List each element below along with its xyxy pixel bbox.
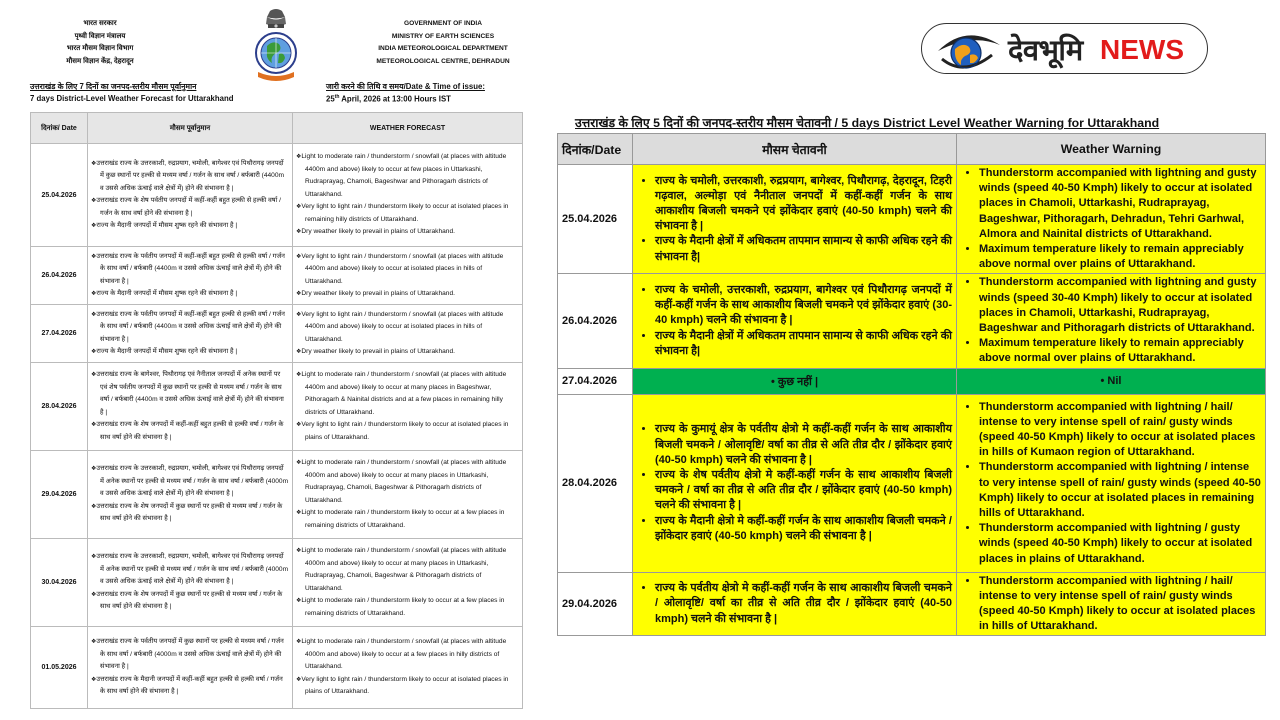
forecast-item: ❖ उत्तराखंड राज्य के उत्तरकाशी, रुद्रप्रयाग, चमोली, बागेश्वर एवं पिथौरागढ़ जनपदों में अनेक स्थानों पर हल्की से मध्यम वर्षा / गर्जन के साथ वर्षा / बर्फबारी (4000m व उससे अधिक ऊंचाई वाले क्षेत्रों में) होने की संभावना है | (91, 551, 289, 589)
warning-row (558, 274, 1266, 368)
logo-news-text: NEWS (1100, 34, 1184, 65)
warning-date: 27.04.2026 (558, 368, 633, 394)
forecast-row (31, 451, 523, 539)
warning-english-header: Weather Warning (957, 134, 1266, 165)
warning-english-cell (957, 394, 1266, 572)
forecast-date: 01.05.2026 (31, 627, 88, 709)
forecast-english-list (296, 636, 519, 699)
warning-hindi-list (633, 422, 952, 544)
forecast-item: ❖ उत्तराखंड राज्य के उत्तरकाशी, रुद्रप्रयाग, चमोली, बागेश्वर एवं पिथौरागढ़ जनपदों में अनेक स्थानों पर हल्की से मध्यम वर्षा / गर्जन के साथ वर्षा / बर्फबारी (4000m व उससे अधिक ऊंचाई वाले क्षेत्रों में) होने की संभावना है | (91, 463, 289, 501)
warning-english-cell: • Nil (957, 368, 1266, 394)
forecast-english-list (296, 545, 519, 620)
forecast-item: ❖ उत्तराखंड राज्य के पर्वतीय जनपदों में कहीं-कहीं बहुत हल्की से हल्की वर्षा / गर्जन के साथ वर्षा / बर्फबारी (4400m व उससे अधिक ऊंचाई वाले क्षेत्रों में) होने की संभावना है | (91, 251, 289, 289)
warning-hindi-header: मौसम चेतावनी (633, 134, 957, 165)
forecast-hindi-list (91, 636, 289, 699)
warning-date-header: दिनांक/Date (558, 134, 633, 165)
forecast-hindi-list (91, 158, 289, 233)
nil-text: Nil (1107, 375, 1122, 388)
forecast-item: ❖ राज्य के मैदानी जनपदों में मौसम शुष्क रहने की संभावना है | (91, 346, 289, 359)
warning-item: • राज्य के मैदानी क्षेत्रों में अधिकतम तापमान सामान्य से काफी अधिक रहने की संभावना है| (655, 234, 952, 264)
warning-hindi-list (633, 174, 952, 265)
forecast-item: ❖ Dry weather likely to prevail in plains of Uttarakhand. (296, 346, 519, 359)
forecast-document (30, 8, 522, 713)
warning-row (558, 394, 1266, 572)
issue-date (326, 94, 451, 104)
forecast-hindi-list (91, 309, 289, 359)
forecast-date: 25.04.2026 (31, 144, 88, 247)
warning-table (557, 133, 1266, 636)
forecast-hindi-cell (88, 451, 293, 539)
warning-table-header (558, 134, 1266, 165)
forecast-english-list (296, 309, 519, 359)
logo-hindi-text: देवभूमि (1008, 33, 1083, 67)
warning-hindi-cell (633, 394, 957, 572)
warning-item: • राज्य के कुमायूं क्षेत्र के पर्वतीय क्षेत्रो मे कहीं-कहीं गर्जन के साथ आकाशीय बिजली चमकने / ओलावृष्टि/ वर्षा का तीव्र से अति तीव्र दौर / झोंकेदार हवाएं (40-50 kmph) चलने की संभावना है | (655, 422, 952, 468)
forecast-row (31, 144, 523, 247)
warning-item: • राज्य के मैदानी क्षेत्रों में अधिकतम तापमान सामान्य से काफी अधिक रहने की संभावना है| (655, 329, 952, 359)
warning-item: • राज्य के मैदानी क्षेत्रो मे कहीं-कहीं गर्जन के साथ आकाशीय बिजली चमकने / झोंकेदार हवाएं (40-50 kmph) चलने की संभावना है | (655, 514, 952, 544)
forecast-item: ❖ उत्तराखंड राज्य के पर्वतीय जनपदों में कहीं-कहीं बहुत हल्की से हल्की वर्षा / गर्जन के साथ वर्षा / बर्फबारी (4400m व उससे अधिक ऊंचाई वाले क्षेत्रों में) होने की संभावना है | (91, 309, 289, 347)
warning-english-cell (957, 572, 1266, 636)
header-hindi-line: भारत सरकार (83, 20, 117, 27)
forecast-english-list (296, 369, 519, 444)
header-hindi-line: भारत मौसम विज्ञान विभाग (66, 45, 134, 52)
warning-hindi-list (633, 283, 952, 359)
forecast-date-header: दिनांक/ Date (31, 113, 88, 144)
forecast-hindi-cell (88, 305, 293, 363)
warning-english-list (957, 166, 1261, 272)
forecast-date: 27.04.2026 (31, 305, 88, 363)
forecast-item: ❖ उत्तराखंड राज्य के शेष जनपदों में कहीं-कहीं बहुत हल्की से हल्की वर्षा / गर्जन के साथ वर्षा होने की संभावना है | (91, 419, 289, 444)
forecast-date: 26.04.2026 (31, 247, 88, 305)
forecast-hindi-list (91, 551, 289, 614)
forecast-hindi-list (91, 369, 289, 444)
forecast-item: ❖ Very light to light rain / thunderstorm likely to occur at isolated places in plains of Uttarakhand. (296, 674, 519, 699)
issue-day: 25 (326, 94, 335, 104)
forecast-english-cell (293, 451, 523, 539)
forecast-english-header: WEATHER FORECAST (293, 113, 523, 144)
eye-globe-icon (936, 27, 1002, 71)
forecast-hindi-cell (88, 363, 293, 451)
forecast-item: ❖ उत्तराखंड राज्य के शेष पर्वतीय जनपदों में कहीं-कहीं बहुत हल्की से हल्की वर्षा / गर्जन के साथ वर्षा होने की संभावना है | (91, 195, 289, 220)
forecast-english-cell (293, 247, 523, 305)
warning-row (558, 368, 1266, 394)
forecast-title-hindi: उत्तराखंड के लिए 7 दिनों का जनपद-स्तरीय मौसम पूर्वानुमान (30, 82, 197, 91)
warning-item: • राज्य के चमोली, उत्तरकाशी, रुद्रप्रयाग, बागेश्वर एवं पिथौरागढ़ जनपदों में कहीं-कहीं गर्जन के साथ आकाशीय बिजली चमकने एवं झोंकेदार हवाएं (30-40 kmph) चलने की संभावना है | (655, 283, 952, 329)
forecast-item: ❖ Dry weather likely to prevail in plains of Uttarakhand. (296, 288, 519, 301)
warning-hindi-cell (633, 165, 957, 274)
warning-row (558, 165, 1266, 274)
warning-item: • Maximum temperature likely to remain appreciably above normal over plains of Uttarakhand. (979, 242, 1261, 272)
warning-hindi-cell (633, 572, 957, 636)
warning-item: • Thunderstorm accompanied with lightning / hail/ intense to very intense spell of rain/ gusty winds (speed 40-50 Kmph) likely to occur at isolated places in hills of Kumaon region of Uttarakhand. (979, 400, 1261, 461)
forecast-row (31, 363, 523, 451)
forecast-item: ❖ Very light to light rain / thunderstorm likely to occur at isolated places in plains of Uttarakhand. (296, 419, 519, 444)
warning-date: 25.04.2026 (558, 165, 633, 274)
warning-english-list (957, 275, 1261, 366)
warning-item: • Thunderstorm accompanied with lightning / gusty winds (speed 40-50 Kmph) likely to occur at isolated places in plains of Uttarakhand. (979, 521, 1261, 567)
forecast-english-cell (293, 305, 523, 363)
header-hindi-line: मौसम विज्ञान केंद्र, देहरादून (66, 57, 134, 65)
forecast-hindi-cell (88, 627, 293, 709)
warning-hindi-list (633, 581, 952, 627)
header-english-line: INDIA METEOROLOGICAL DEPARTMENT (378, 45, 508, 52)
header-english (368, 18, 518, 68)
forecast-hindi-cell (88, 539, 293, 627)
forecast-item: ❖ Light to moderate rain / thunderstorm / snowfall (at places with altitude 4000m and above) likely to occur at many places in Uttarkashi, Rudraprayag, Chamoli, Bageshwar & Pithoragarh districts of Uttarakhand. (296, 545, 519, 595)
warning-item: • Thunderstorm accompanied with lightning / hail/ intense to very intense spell of rain/ gusty winds (speed 40-50 Kmph) likely to occur at isolated places in hills of Uttarakhand. (979, 574, 1261, 635)
issue-label: जारी करने की तिथि व समय/Date & Time of issue: (326, 82, 485, 91)
forecast-date: 28.04.2026 (31, 363, 88, 451)
warning-english-cell (957, 165, 1266, 274)
forecast-item: ❖ Very light to light rain / thunderstorm likely to occur at isolated places in remaining hilly districts of Uttarakhand. (296, 201, 519, 226)
warning-english-list (957, 400, 1261, 567)
nil-text: कुछ नहीं | (777, 375, 819, 388)
forecast-item: ❖ Dry weather likely to prevail in plains of Uttarakhand. (296, 226, 519, 239)
forecast-row (31, 247, 523, 305)
forecast-title-english: 7 days District-Level Weather Forecast for Uttarakhand (30, 94, 234, 103)
forecast-english-list (296, 457, 519, 532)
header-hindi-line: पृथ्वी विज्ञान मंत्रालय (74, 32, 126, 40)
forecast-item: ❖ Very light to light rain / thunderstorm / snowfall (at places with altitude 4400m and above) likely to occur at isolated places in hills of Uttarakhand. (296, 309, 519, 347)
forecast-english-cell (293, 144, 523, 247)
forecast-item: ❖ Light to moderate rain / thunderstorm / snowfall (at places with altitude 4400m and above) likely to occur at few places in Uttarkashi, Rudraprayag, Chamoli, Bageshwar and Pithoragarh districts of Uttarakhand. (296, 151, 519, 201)
imd-emblem-icon (248, 8, 304, 82)
warning-item: • Thunderstorm accompanied with lightning and gusty winds (speed 30-40 Kmph) likely to occur at isolated places in Chamoli, Uttarkashi, Rudraprayag, Bageshwar and Pithoragarh districts of Uttarakhand. (979, 275, 1261, 336)
forecast-item: ❖ Light to moderate rain / thunderstorm / snowfall (at places with altitude 4000m and above) likely to occur at many places in Uttarkashi, Rudraprayag, Chamoli, Bageshwar & Pithoragarh districts of Uttarakhand. (296, 457, 519, 507)
warning-item: • Thunderstorm accompanied with lightning and gusty winds (speed 40-50 Kmph) likely to occur at isolated places in Chamoli, Uttarkashi, Rudraprayag, Bageshwar, Pithoragarh, Dehradun, Tehri Garhwal, Almora and Nainital districts of Uttarakhand. (979, 166, 1261, 242)
warning-row (558, 572, 1266, 636)
forecast-english-cell (293, 363, 523, 451)
warning-item: • राज्य के शेष पर्वतीय क्षेत्रो मे कहीं-कहीं गर्जन के साथ आकाशीय बिजली चमकने / वर्षा का तीव्र से अति तीव्र दौर / झोंकेदार हवाएं (40-50 kmph) चलने की संभावना है | (655, 468, 952, 514)
forecast-english-list (296, 251, 519, 301)
forecast-hindi-cell (88, 144, 293, 247)
forecast-item: ❖ Light to moderate rain / thunderstorm / snowfall (at places with altitude 4400m and above) likely to occur at many places in Bageshwar, Pithoragarh & Nainital districts and at a few places in remaining hilly districts of Uttarakhand. (296, 369, 519, 419)
forecast-date: 29.04.2026 (31, 451, 88, 539)
warning-item: • राज्य के पर्वतीय क्षेत्रो मे कहीं-कहीं गर्जन के साथ आकाशीय बिजली चमकने / ओलावृष्टि/ वर्षा का तीव्र से अति तीव्र दौर / झोंकेदार हवाएं (40-50 kmph) चलने की संभावना है | (655, 581, 952, 627)
issue-day-suffix: th (334, 94, 340, 100)
forecast-english-cell (293, 539, 523, 627)
forecast-english-cell (293, 627, 523, 709)
forecast-item: ❖ उत्तराखंड राज्य के शेष जनपदों में कुछ स्थानों पर हल्की से मध्यम वर्षा / गर्जन के साथ वर्षा होने की संभावना है | (91, 501, 289, 526)
forecast-hindi-list (91, 463, 289, 526)
forecast-item: ❖ उत्तराखंड राज्य के शेष जनपदों में कुछ स्थानों पर हल्की से मध्यम वर्षा / गर्जन के साथ वर्षा होने की संभावना है | (91, 589, 289, 614)
forecast-table-header (31, 113, 523, 144)
forecast-item: ❖ Very light to light rain / thunderstorm / snowfall (at places with altitude 4400m and above) likely to occur at isolated places in hills of Uttarakhand. (296, 251, 519, 289)
forecast-item: ❖ उत्तराखंड राज्य के बागेश्वर, पिथौरागढ़ एवं नैनीताल जनपदों में अनेक स्थानों पर एवं शेष पर्वतीय जनपदों में कुछ स्थानों पर हल्की से मध्यम वर्षा / गर्जन के साथ वर्षा / बर्फबारी (4400m व उससे अधिक ऊंचाई वाले क्षेत्रों में) होने की संभावना है | (91, 369, 289, 419)
header-english-line: METEOROLOGICAL CENTRE, DEHRADUN (376, 57, 510, 65)
forecast-english-list (296, 151, 519, 239)
forecast-date: 30.04.2026 (31, 539, 88, 627)
warning-date: 26.04.2026 (558, 274, 633, 368)
header-english-line: MINISTRY OF EARTH SCIENCES (391, 32, 495, 40)
forecast-hindi-header: मौसम पूर्वानुमान (88, 113, 293, 144)
header-hindi (50, 18, 150, 68)
warning-item: • Maximum temperature likely to remain appreciably above normal over plains of Uttarakhand. (979, 336, 1261, 366)
devbhoomi-news-logo[interactable] (921, 23, 1208, 74)
forecast-item: ❖ उत्तराखंड राज्य के मैदानी जनपदों में कहीं-कहीं बहुत हल्की से हल्की वर्षा / गर्जन के साथ वर्षा होने की संभावना है | (91, 674, 289, 699)
forecast-item: ❖ Light to moderate rain / thunderstorm likely to occur at a few places in remaining districts of Uttarakhand. (296, 595, 519, 620)
forecast-item: ❖ उत्तराखंड राज्य के उत्तरकाशी, रुद्रप्रयाग, चमोली, बागेश्वर एवं पिथौरागढ़ जनपदों में कुछ स्थानों पर हल्की से मध्यम वर्षा / गर्जन के साथ वर्षा / बर्फबारी (4400m व उससे अधिक ऊंचाई वाले क्षेत्रों में) होने की संभावना है | (91, 158, 289, 196)
warning-item: • Thunderstorm accompanied with lightning / intense to very intense spell of rain/ gusty winds (speed 40-50 Kmph) likely to occur at isolated places in remaining hills of Uttarakhand. (979, 460, 1261, 521)
warning-title: उत्तराखंड के लिए 5 दिनों की जनपद-स्तरीय मौसम चेतावनी / 5 days District Level Weather Warning for Uttarakhand (575, 116, 1160, 130)
issue-date-rest: April, 2026 at 13:00 Hours IST (339, 94, 451, 104)
forecast-item: ❖ Light to moderate rain / thunderstorm / snowfall (at places with altitude 4000m and above) likely to occur at a few places in hilly districts of Uttarakhand. (296, 636, 519, 674)
warning-date: 29.04.2026 (558, 572, 633, 636)
forecast-hindi-cell (88, 247, 293, 305)
forecast-item: ❖ उत्तराखंड राज्य के पर्वतीय जनपदों में कुछ स्थानों पर हल्की से मध्यम वर्षा / गर्जन के साथ वर्षा / बर्फबारी (4000m व उससे अधिक ऊंचाई वाले क्षेत्रों में) होने की संभावना है | (91, 636, 289, 674)
warning-english-list (957, 574, 1261, 635)
forecast-item: ❖ राज्य के मैदानी जनपदों में मौसम शुष्क रहने की संभावना है | (91, 288, 289, 301)
forecast-item: ❖ राज्य के मैदानी जनपदों में मौसम शुष्क रहने की संभावना है | (91, 220, 289, 233)
forecast-hindi-list (91, 251, 289, 301)
warning-date: 28.04.2026 (558, 394, 633, 572)
warning-hindi-cell: • कुछ नहीं | (633, 368, 957, 394)
warning-hindi-cell (633, 274, 957, 368)
forecast-row (31, 539, 523, 627)
forecast-row (31, 305, 523, 363)
forecast-row (31, 627, 523, 709)
warning-english-cell (957, 274, 1266, 368)
warning-item: • राज्य के चमोली, उत्तरकाशी, रुद्रप्रयाग, बागेश्वर, पिथौरागढ़, देहरादून, टिहरी गढ़वाल, अल्मोड़ा एवं नैनीताल जनपदों में कहीं-कहीं गर्जन के साथ आकाशीय बिजली चमकने एवं झोंकेदार हवाएं (40-50 kmph) चलने की संभावना है | (655, 174, 952, 235)
forecast-table (30, 112, 523, 709)
header-english-line: GOVERNMENT OF INDIA (403, 20, 483, 27)
forecast-item: ❖ Light to moderate rain / thunderstorm likely to occur at a few places in remaining districts of Uttarakhand. (296, 507, 519, 532)
